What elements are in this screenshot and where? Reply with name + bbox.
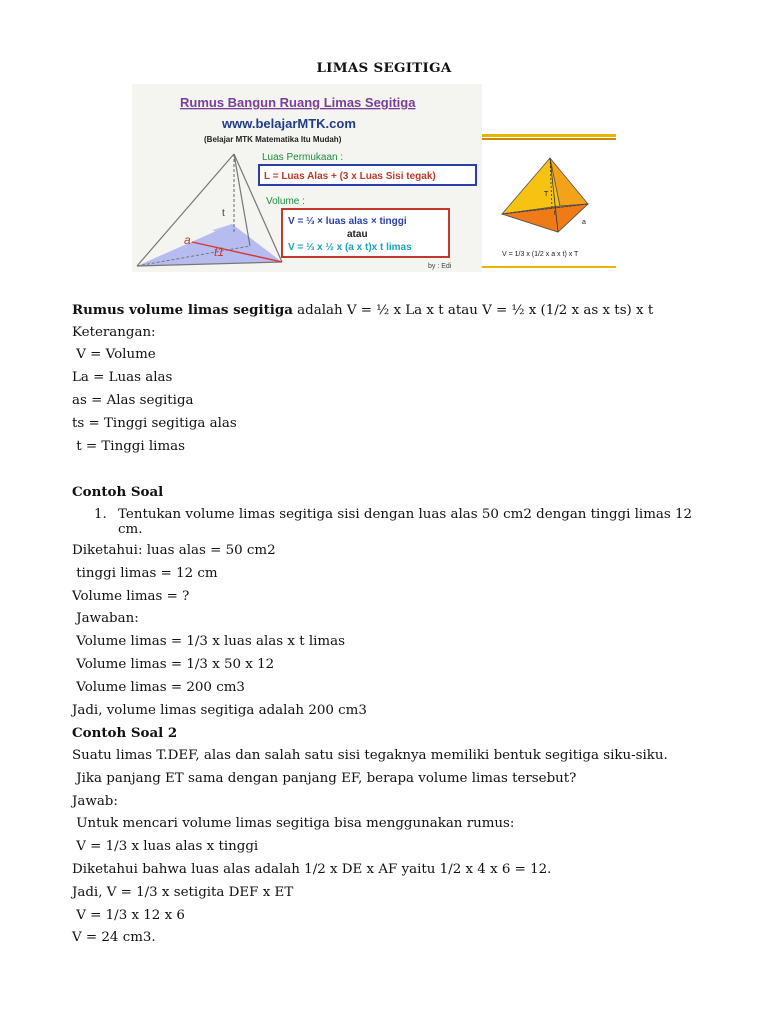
page-title: LIMAS SEGITIGA <box>316 60 452 76</box>
contoh2-line-5: Diketahui bahwa luas alas adalah 1/2 x DE x AF yaitu 1/2 x 4 x 6 = 12. <box>72 862 552 877</box>
vol-formula-1: V = ⅓ × luas alas × tinggi <box>288 216 407 227</box>
luas-label: Luas Permukaan : <box>262 152 344 163</box>
contoh2-line-8: V = 24 cm3. <box>72 930 156 945</box>
contoh2-line-2: Jawab: <box>72 794 118 809</box>
label-a: a <box>184 233 191 247</box>
contoh1-line-2: Volume limas = ? <box>72 589 190 604</box>
intro-bold: Rumus volume limas segitiga <box>72 302 293 318</box>
contoh1-line-1: tinggi limas = 12 cm <box>72 566 218 581</box>
right-pyramid <box>482 84 616 272</box>
contoh1-line-3: Jawaban: <box>72 611 139 626</box>
contoh2-line-7: V = 1/3 x 12 x 6 <box>72 908 185 923</box>
contoh2-heading: Contoh Soal 2 <box>72 725 178 741</box>
label-a-small: a <box>582 219 586 226</box>
volume-label: Volume : <box>266 196 305 207</box>
figure-site: www.belajarMTK.com <box>222 116 356 131</box>
contoh2-line-0: Suatu limas T.DEF, alas dan salah satu sisi tegaknya memiliki bentuk segitiga siku-siku. <box>72 748 668 763</box>
intro-rest: adalah V = ½ x La x t atau V = ½ x (1/2 x as x ts) x t <box>292 303 654 318</box>
label-t-small: t <box>554 211 556 217</box>
keterangan-2: La = Luas alas <box>72 370 173 385</box>
label-t: t <box>222 208 225 219</box>
keterangan-5: t = Tinggi limas <box>72 439 186 454</box>
atau-text: atau <box>347 229 368 240</box>
keterangan-4: ts = Tinggi segitiga alas <box>72 416 237 431</box>
pyramid-diagram <box>132 84 482 272</box>
credit-text: by : Edi <box>428 263 452 270</box>
contoh1-heading: Contoh Soal <box>72 484 164 500</box>
keterangan-1: V = Volume <box>72 347 156 362</box>
figure-right-panel <box>482 84 616 272</box>
label-T: T <box>544 191 549 198</box>
contoh1-line-0: Diketahui: luas alas = 50 cm2 <box>72 543 276 558</box>
contoh1-number: 1. <box>94 507 107 522</box>
right-formula: V = 1/3 x (1/2 x a x t) x T <box>502 251 579 258</box>
contoh2-line-4: V = 1/3 x luas alas x tinggi <box>72 839 259 854</box>
contoh1-line-7: Jadi, volume limas segitiga adalah 200 cm3 <box>72 703 367 718</box>
figure-left-panel <box>132 84 482 272</box>
contoh2-line-3: Untuk mencari volume limas segitiga bisa menggunakan rumus: <box>72 816 515 831</box>
figure-heading: Rumus Bangun Ruang Limas Segitiga <box>180 95 416 110</box>
label-t1: t1 <box>214 245 225 259</box>
keterangan-3: as = Alas segitiga <box>72 393 194 408</box>
contoh2-line-1: Jika panjang ET sama dengan panjang EF, berapa volume limas tersebut? <box>72 771 577 786</box>
contoh2-line-6: Jadi, V = 1/3 x setigita DEF x ET <box>72 885 294 900</box>
contoh1-line-6: Volume limas = 200 cm3 <box>72 680 245 695</box>
keterangan-0: Keterangan: <box>72 325 156 340</box>
figure-tagline: (Belajar MTK Matematika Itu Mudah) <box>204 135 342 144</box>
formula-figure <box>132 84 616 272</box>
contoh1-question: Tentukan volume limas segitiga sisi dengan luas alas 50 cm2 dengan tinggi limas 12 cm. <box>118 507 693 537</box>
intro-line <box>72 301 653 320</box>
base-triangle <box>137 224 282 266</box>
vol-formula-2: V = ⅓ x ½ x (a x t)x t limas <box>288 242 412 253</box>
contoh1-line-4: Volume limas = 1/3 x luas alas x t limas <box>72 634 345 649</box>
contoh1-line-5: Volume limas = 1/3 x 50 x 12 <box>72 657 275 672</box>
luas-formula: L = Luas Alas + (3 x Luas Sisi tegak) <box>264 171 436 182</box>
